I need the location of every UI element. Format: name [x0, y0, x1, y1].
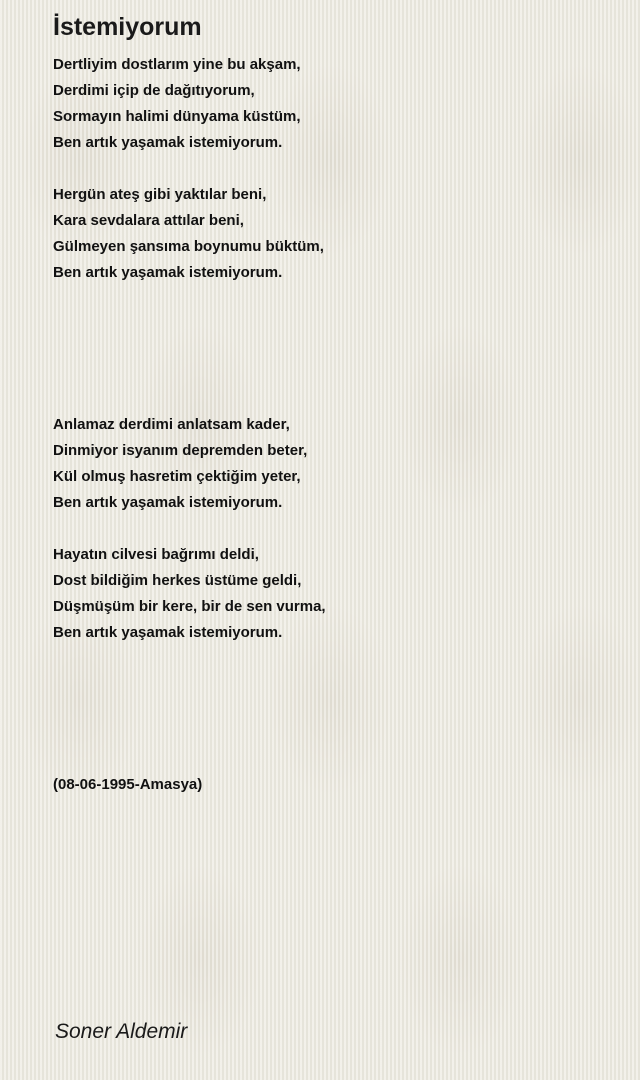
poem-line: Ben artık yaşamak istemiyorum.	[53, 494, 283, 511]
poem-line: Ben artık yaşamak istemiyorum.	[53, 134, 283, 151]
stanza-4	[53, 542, 326, 646]
poem-line: Derdimi içip de dağıtıyorum,	[53, 82, 255, 99]
poem-line: Kül olmuş hasretim çektiğim yeter,	[53, 468, 301, 485]
poem-title: İstemiyorum	[53, 13, 202, 41]
poem-line: Düşmüşüm bir kere, bir de sen vurma,	[53, 598, 326, 615]
poem-line: Hergün ateş gibi yaktılar beni,	[53, 186, 267, 203]
poem-line: Ben artık yaşamak istemiyorum.	[53, 264, 283, 281]
poem-line: Dertliyim dostlarım yine bu akşam,	[53, 56, 301, 73]
poem-line: Dinmiyor isyanım depremden beter,	[53, 442, 308, 459]
poem-author: Soner Aldemir	[55, 1020, 188, 1043]
poem-line: Sormayın halimi dünyama küstüm,	[53, 108, 301, 125]
poem-date-place: (08-06-1995-Amasya)	[53, 776, 203, 793]
poem-line: Kara sevdalara attılar beni,	[53, 212, 244, 229]
poem-line: Gülmeyen şansıma boynumu büktüm,	[53, 238, 324, 255]
stanza-2	[53, 182, 324, 286]
poem-line: Dost bildiğim herkes üstüme geldi,	[53, 572, 302, 589]
poem-line: Ben artık yaşamak istemiyorum.	[53, 624, 283, 641]
stanza-1	[53, 52, 301, 156]
poem-line: Anlamaz derdimi anlatsam kader,	[53, 416, 290, 433]
stanza-3	[53, 412, 307, 516]
poem-line: Hayatın cilvesi bağrımı deldi,	[53, 546, 259, 563]
